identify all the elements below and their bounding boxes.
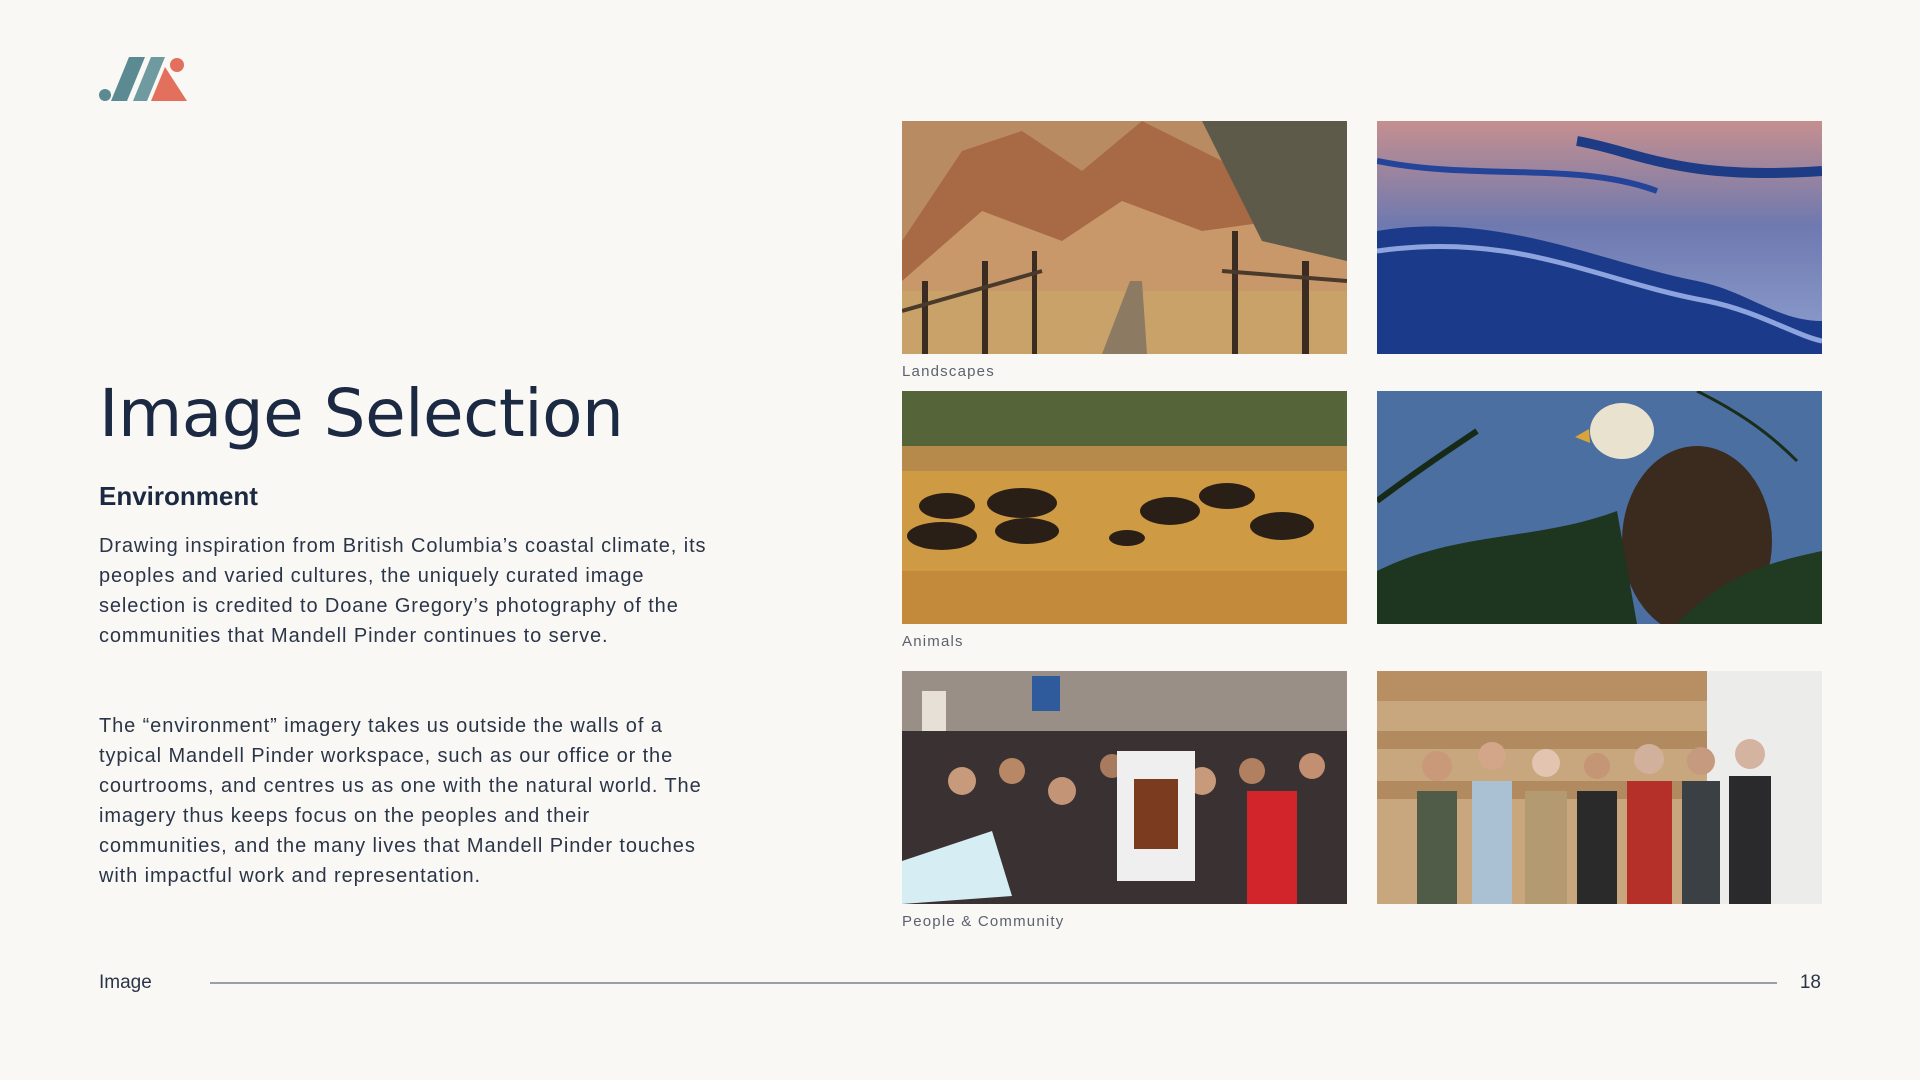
gallery-caption: People & Community (902, 913, 1065, 930)
body-paragraph: The “environment” imagery takes us outside the walls of a typical Mandell Pinder workspace, such as our office or the courtrooms, and centres us as one with the natural world. The imagery thus keeps focus on the peoples and their communities, and the many lives that Mandell Pinder touches with impactful work and representation. (99, 715, 702, 887)
gallery-caption: Landscapes (902, 363, 995, 380)
animal-photo-bison (902, 391, 1347, 624)
animal-photo-eagle (1377, 391, 1822, 624)
footer-section-label: Image (99, 972, 152, 993)
mp-logo-icon (99, 57, 187, 101)
community-photo-march (902, 671, 1347, 904)
page-number: 18 (1799, 972, 1821, 993)
landscape-photo-water (1377, 121, 1822, 354)
footer-divider (210, 982, 1777, 984)
body-paragraph: Drawing inspiration from British Columbia’s coastal climate, its peoples and varied cultures, the uniquely curated image selection is credited to Doane Gregory’s photography of the communities that Mandell Pinder continues to serve. (99, 535, 707, 647)
section-subheading: Environment (99, 481, 258, 511)
community-photo-group (1377, 671, 1822, 904)
page-title: Image Selection (99, 375, 624, 452)
landscape-photo-hills (902, 121, 1347, 354)
gallery-caption: Animals (902, 633, 964, 650)
